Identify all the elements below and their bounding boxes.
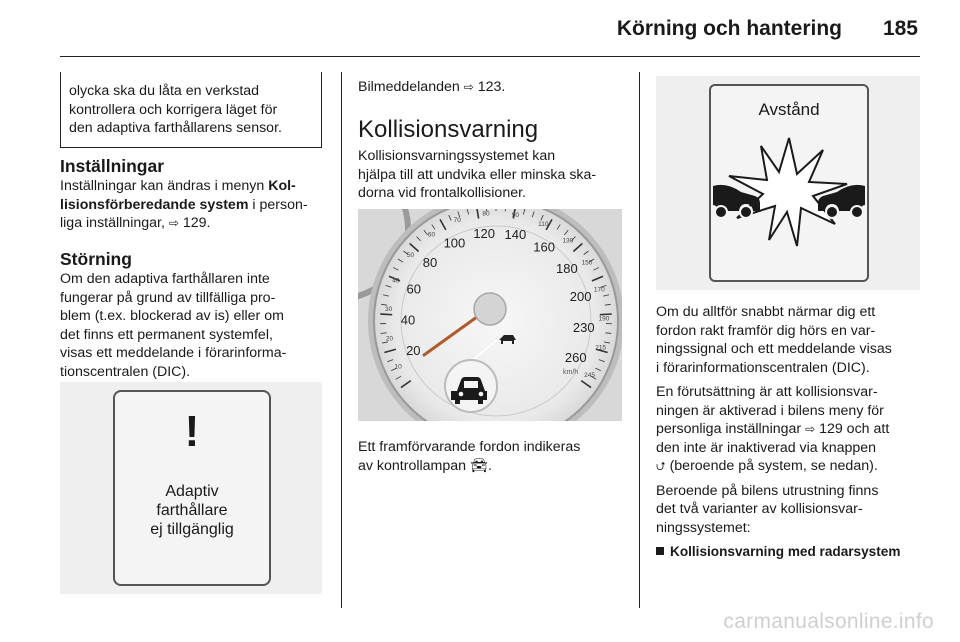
radar-variant-bullet: Kollisionsvarning med radarsystem [656,543,926,562]
collision-alert-button-icon: ⮍ [656,459,666,473]
speed-label: 180 [556,260,578,276]
dic-display-frame [113,390,271,586]
fault-line: tionscentralen (DIC). [60,363,191,380]
collision-warning-graphic [711,132,867,252]
caption-line: av kontrollampan 🚘︎. [358,457,492,474]
bullet-square-icon [656,547,664,555]
settings-heading: Inställningar [60,156,165,176]
col2-top [358,78,630,97]
column-divider-2 [639,72,640,608]
speedometer-tick [505,209,506,211]
page-reference-arrow-icon: ⇨ [463,80,474,94]
dic-line: farthållare [156,502,228,519]
col3-text [656,303,926,562]
speedometer-tick [380,314,392,315]
warning-paragraph-line: fordon rakt framför dig hörs en var- [656,322,876,339]
page-number: 185 [882,17,918,40]
mph-label: 190 [598,315,610,323]
caption-line: Ett framförvarande fordon indikeras [358,439,581,455]
speedometer-image [358,209,622,421]
speedometer-graphic [358,209,622,421]
prerequisite-line: personliga inställningar ⇨ 129 och att [656,421,890,437]
notice-line: olycka ska du låta en verkstad [69,83,260,99]
header-rule [60,56,920,57]
mph-label: 20 [385,335,394,343]
prerequisite-line: ningen är aktiverad i bilens meny för [656,402,884,419]
speed-label: 20 [406,343,421,359]
prerequisite-line: den inte är inaktiverad via knappen [656,439,877,456]
variants-line: det två varianter av kollisionsvar- [656,501,863,517]
dic-line: Adaptiv [165,483,219,500]
mph-label: 245 [584,372,595,379]
fault-line: fungerar på grund av tillfälliga pro- [60,289,276,306]
mph-label: 110 [538,220,549,228]
variants-line: ningssystemet: [656,519,751,536]
speedometer-caption [358,438,630,475]
collision-section [358,116,634,203]
dic-message-text [115,482,269,539]
notice-box [60,72,322,148]
speed-label: 60 [406,281,422,297]
page-header-title: Körning och hantering [616,17,842,40]
notice-line: den adaptiva farthållarens sensor. [69,120,282,136]
settings-line: Inställningar kan ändras i menyn Kol- [60,178,296,194]
settings-section [60,155,328,233]
fault-section [60,248,330,381]
warning-paragraph-line: Om du alltför snabbt närmar dig ett [656,304,876,320]
settings-line: lisionsförberedande system i person- [60,196,308,213]
speed-label: 40 [400,312,416,328]
collision-intro-line: Kollisionsvarningssystemet kan [358,148,556,164]
mph-label: 30 [385,306,393,314]
warning-exclamation-icon: ! [184,407,200,456]
mph-label: 50 [406,252,415,260]
settings-line: liga inställningar, ⇨ 129. [60,215,211,231]
speed-unit: km/h [563,369,579,376]
mph-label: 60 [427,231,436,239]
mph-label: 80 [482,210,490,218]
dic-line: ej tillgänglig [150,521,234,538]
mph-label: 10 [394,363,402,371]
message-reference: Bilmeddelanden ⇨ 123. [358,79,506,95]
distance-display-frame [709,84,869,282]
prerequisite-line: En förutsättning är att kollisionsvar- [656,384,878,400]
mph-label: 150 [581,259,593,267]
mph-label: 70 [453,217,461,225]
mph-label: 170 [593,286,605,294]
mph-label: 40 [392,277,400,285]
variants-line: Beroende på bilens utrustning finns [656,482,879,499]
fault-line: visas ett meddelande i förarinforma- [60,345,287,361]
speed-label: 100 [443,235,466,251]
fault-heading: Störning [60,249,132,269]
warning-paragraph-line: i förarinformationscentralen (DIC). [656,359,870,376]
warning-paragraph-line: ningssignal och ett meddelande visas [656,341,892,357]
distance-warning-image [656,76,920,290]
mph-label: 90 [511,211,519,219]
fault-line: Om den adaptiva farthållaren inte [60,271,270,287]
speed-label: 230 [572,319,595,335]
mph-label: 215 [595,344,607,352]
page-reference-arrow-icon: ⇨ [805,422,816,436]
mph-label: 130 [562,237,574,245]
impact-star-icon [729,138,847,246]
distance-display-title: Avstånd [758,100,820,119]
collision-intro-line: dorna vid frontalkollisioner. [358,185,526,201]
speed-label: 80 [422,254,438,270]
watermark: carmanualsonline.info [723,610,934,633]
notice-line: kontrollera och korrigera läget för [69,101,278,118]
column-divider-1 [341,72,342,608]
fault-line: det finns ett permanent systemfel, [60,326,273,343]
dic-message-image [60,382,322,594]
collision-heading: Kollisionsvarning [358,116,539,143]
prerequisite-line: ⮍ (beroende på system, se nedan). [656,458,878,474]
collision-intro-line: hjälpa till att undvika eller minska ska- [358,166,597,183]
speed-label: 260 [564,350,587,366]
speed-label: 200 [569,288,592,304]
speed-label: 140 [504,227,527,243]
page-reference-arrow-icon: ⇨ [168,216,179,230]
speed-label: 160 [533,239,556,255]
speed-label: 120 [473,225,496,241]
fault-line: blem (t.ex. blockerad av is) eller om [60,308,284,324]
car-indicator-icon: 🚘︎ [469,457,488,474]
